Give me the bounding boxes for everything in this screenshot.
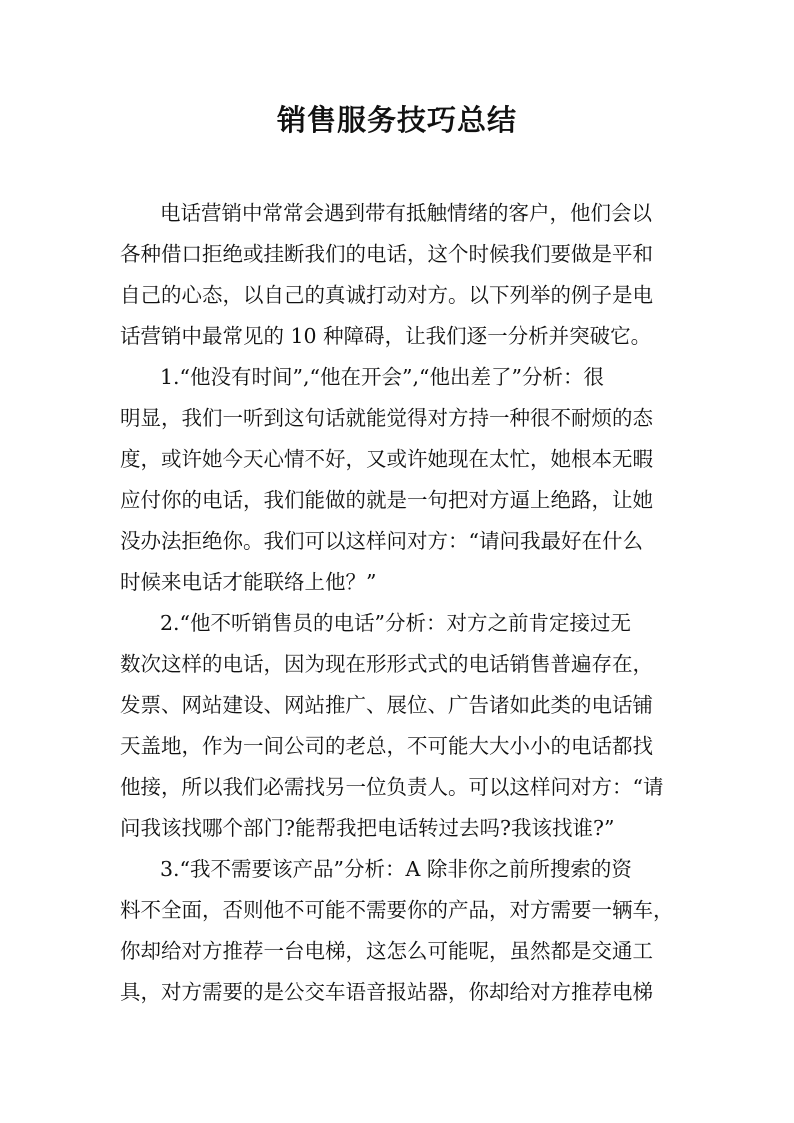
paragraph-line: 度，或许她今天心情不好，又或许她现在太忙，她根本无暇 <box>120 447 653 471</box>
paragraph-line: 话营销中最常见的 10 种障碍，让我们逐一分析并突破它。 <box>120 324 652 348</box>
paragraph-line: 应付你的电话，我们能做的就是一句把对方逼上绝路，让她 <box>120 488 653 512</box>
paragraph-line: 发票、网站建设、网站推广、展位、广告诸如此类的电话铺 <box>120 693 653 717</box>
paragraph-line: 1.“他没有时间”,“他在开会”,“他出差了”分析：很 <box>160 365 604 389</box>
paragraph-line: 时候来电话才能联络上他？” <box>120 570 377 594</box>
document-title: 销售服务技巧总结 <box>276 103 517 137</box>
paragraph-line: 数次这样的电话，因为现在形形式式的电话销售普遍存在， <box>120 652 653 676</box>
paragraph-line: 没办法拒绝你。我们可以这样问对方：“请问我最好在什么 <box>120 529 643 553</box>
paragraph-line: 问我该找哪个部门?能帮我把电话转过去吗?我该找谁?” <box>120 816 615 840</box>
paragraph-line: 电话营销中常常会遇到带有抵触情绪的客户，他们会以 <box>160 201 652 225</box>
paragraph-line: 天盖地，作为一间公司的老总，不可能大大小小的电话都找 <box>120 734 653 758</box>
paragraph-line: 各种借口拒绝或挂断我们的电话，这个时候我们要做是平和 <box>120 242 653 266</box>
paragraph-line: 料不全面，否则他不可能不需要你的产品，对方需要一辆车， <box>120 898 674 922</box>
paragraph-line: 自己的心态，以自己的真诚打动对方。以下列举的例子是电 <box>120 283 653 307</box>
paragraph-line: 2.“他不听销售员的电话”分析：对方之前肯定接过无 <box>160 611 632 635</box>
paragraph-line: 3.“我不需要该产品”分析：A 除非你之前所搜索的资 <box>160 857 632 881</box>
paragraph-line: 他接，所以我们必需找另一位负责人。可以这样问对方：“请 <box>120 775 664 799</box>
paragraph-line: 明显，我们一听到这句话就能觉得对方持一种很不耐烦的态 <box>120 406 653 430</box>
paragraph-line: 具，对方需要的是公交车语音报站器，你却给对方推荐电梯 <box>120 980 653 1004</box>
paragraph-line: 你却给对方推荐一台电梯，这怎么可能呢，虽然都是交通工 <box>120 939 653 963</box>
